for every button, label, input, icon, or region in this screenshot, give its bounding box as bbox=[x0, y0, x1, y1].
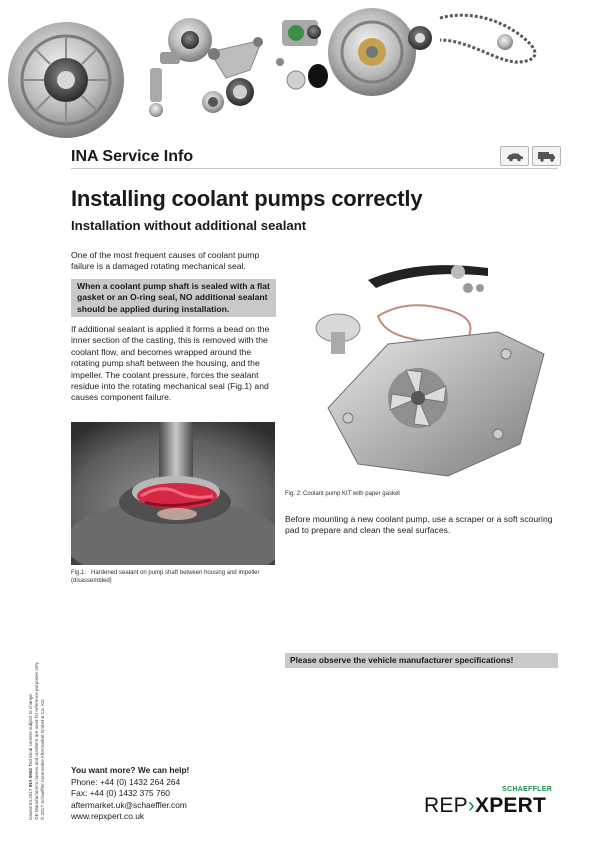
tensioner-image bbox=[149, 68, 163, 117]
wheel-hub-image bbox=[160, 18, 212, 64]
legal-line-3: © 2017 Schaeffler Automotive Aftermarket GmbH & Co. KG bbox=[40, 699, 45, 820]
figure2-label: Fig. 2: bbox=[285, 491, 302, 497]
contact-phone: Phone: +44 (0) 1432 264 264 bbox=[71, 776, 181, 787]
coolant-pump-body-image bbox=[328, 332, 544, 476]
timing-chain-image bbox=[440, 15, 535, 62]
page-subtitle: Installation without additional sealant bbox=[71, 218, 307, 233]
control-arm-image bbox=[208, 37, 263, 78]
contact-heading: You want more? We can help! bbox=[71, 765, 190, 775]
car-icon bbox=[501, 147, 528, 165]
schaeffler-wordmark: SCHAEFFLER bbox=[502, 786, 553, 793]
preparation-paragraph: Before mounting a new coolant pump, use a scraper or a soft scouring pad to prepare and clean the seal surfaces. bbox=[285, 514, 553, 536]
water-pump-image bbox=[282, 20, 321, 46]
figure2-caption-text: Coolant pump KIT with paper gasket bbox=[303, 491, 400, 497]
car-category-badge bbox=[500, 146, 529, 166]
page-title: Installing coolant pumps correctly bbox=[71, 186, 423, 211]
bearing-kit-image bbox=[408, 26, 432, 50]
manufacturer-specs-note: Please observe the vehicle manufacturer specifications! bbox=[285, 653, 558, 668]
legal-sidebar bbox=[28, 600, 46, 820]
repxpert-logo bbox=[424, 794, 546, 818]
change-notice: Technical content subject to change bbox=[28, 694, 33, 767]
clutch-pressure-plate-image bbox=[328, 8, 416, 96]
logo-xpert: XPERT bbox=[474, 794, 546, 817]
contact-block bbox=[71, 765, 189, 823]
intro-paragraph: One of the most frequent causes of coolant pump failure is a damaged rotating mechanical seal. bbox=[71, 250, 260, 272]
contact-email[interactable]: aftermarket.uk@schaeffler.com bbox=[71, 799, 187, 810]
contact-website[interactable]: www.repxpert.co.uk bbox=[71, 811, 145, 822]
service-info-label: INA Service Info bbox=[71, 148, 194, 165]
figure1-caption-text: Hardened sealant on pump shaft between housing and impeller (disassembled) bbox=[71, 570, 260, 584]
sealant-warning-box: When a coolant pump shaft is sealed with a flat gasket or an O-ring seal, NO additional sealant should be applied during installation. bbox=[71, 279, 276, 317]
sealant-explanation-paragraph: If additional sealant is applied it forms a bead on the inner section of the casting, this is removed with the coolant flow, and becomes wrapped around the rotating pump shaft between the housing, and the impeller. The coolant pressure, forces the sealant residue into the rotating mechanical seal (Fig.1) and causes component failure. bbox=[71, 324, 270, 403]
bearing-image bbox=[202, 78, 254, 113]
figure2-caption bbox=[285, 491, 400, 497]
document-code: INA 0962 bbox=[28, 768, 33, 788]
header-divider bbox=[71, 168, 558, 169]
clutch-kit-image bbox=[8, 22, 124, 138]
contact-fax: Fax: +44 (0) 1432 375 760 bbox=[71, 788, 170, 799]
figure2-coolant-pump-kit-photo bbox=[298, 258, 560, 488]
figure1-sealant-photo bbox=[71, 422, 275, 565]
thermostat-image bbox=[316, 314, 360, 354]
logo-rep: REP bbox=[424, 794, 468, 817]
truck-icon bbox=[533, 147, 560, 165]
figure1-caption bbox=[71, 569, 281, 585]
legal-line-2: OE Manufacturer's names and numbers are used for reference purposes only bbox=[34, 662, 39, 820]
issue-date: Issued 04.2017 bbox=[28, 788, 33, 820]
seal-rings-image bbox=[276, 58, 328, 89]
truck-category-badge bbox=[532, 146, 561, 166]
figure1-label: Fig.1: bbox=[71, 570, 87, 576]
header-product-collage bbox=[0, 0, 595, 142]
logo-chevron-icon: › bbox=[467, 794, 475, 817]
